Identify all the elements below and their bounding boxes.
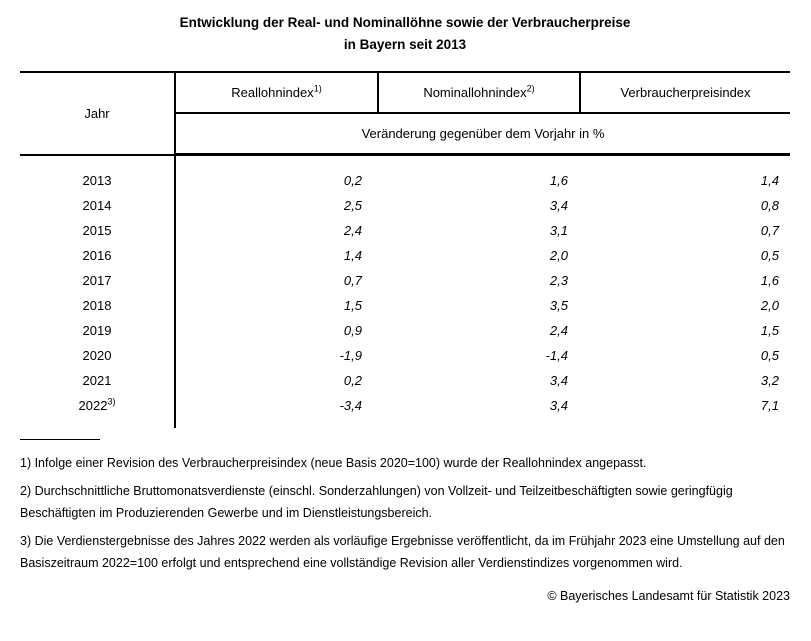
- value-cell-reallohn: 1,5: [343, 298, 362, 313]
- value-cell-reallohn: 0,9: [343, 323, 362, 338]
- title-line-2: in Bayern seit 2013: [343, 37, 467, 52]
- table-row: [20, 243, 790, 268]
- jahr-label: Jahr: [84, 105, 110, 121]
- footnotes: [20, 452, 790, 574]
- footnote-ref-1: 1): [313, 83, 322, 94]
- year-cell: 2016: [20, 243, 175, 268]
- value-cell-verbraucherpreis: 1,6: [760, 273, 779, 288]
- value-cell-nominallohn: 3,4: [549, 398, 568, 413]
- year-cell: 2015: [20, 218, 175, 243]
- year-cell: 2014: [20, 193, 175, 218]
- copyright-notice: © Bayerisches Landesamt für Statistik 2023: [547, 589, 790, 603]
- value-cell-reallohn: 2,4: [343, 223, 362, 238]
- table-row: [20, 293, 790, 318]
- value-cell-nominallohn: -1,4: [545, 348, 568, 363]
- value-cell-reallohn: 0,7: [343, 273, 362, 288]
- value-cell-nominallohn: 3,5: [549, 298, 568, 313]
- value-cell-nominallohn: 3,4: [549, 198, 568, 213]
- value-cell-reallohn: -1,9: [339, 348, 362, 363]
- value-cell-reallohn: 2,5: [343, 198, 362, 213]
- table-row: [20, 343, 790, 368]
- table-row: [20, 393, 790, 428]
- value-cell-nominallohn: 2,4: [549, 323, 568, 338]
- table-row: [20, 368, 790, 393]
- year-cell: 2021: [20, 368, 175, 393]
- statistics-table: [20, 71, 790, 428]
- table-body: [20, 155, 790, 429]
- year-cell: 2022$^{3)}$: [20, 393, 175, 428]
- value-cell-nominallohn: 2,3: [549, 273, 568, 288]
- column-header-jahr: [20, 72, 175, 155]
- value-cell-verbraucherpreis: 2,0: [760, 298, 779, 313]
- title-line-1: Entwicklung der Real- und Nominallöhne sowie der Verbraucherpreise: [179, 15, 631, 30]
- page-title: [20, 12, 790, 56]
- value-cell-reallohn: 1,4: [343, 248, 362, 263]
- unit-subheader: Veränderung gegenüber dem Vorjahr in %: [175, 113, 790, 155]
- value-cell-verbraucherpreis: 7,1: [760, 398, 779, 413]
- footnote-1: 1) Infolge einer Revision des Verbraucherpreisindex (neue Basis 2020=100) wurde der Reallohnindex angepasst.: [20, 456, 647, 470]
- value-cell-verbraucherpreis: 0,8: [760, 198, 779, 213]
- year-cell: 2020: [20, 343, 175, 368]
- column-header-verbraucherpreisindex: [580, 72, 790, 113]
- value-cell-verbraucherpreis: 0,5: [760, 248, 779, 263]
- value-cell-verbraucherpreis: 1,4: [760, 173, 779, 188]
- footnote-separator-rule: [20, 439, 100, 440]
- verbraucherpreisindex-label: Verbraucherpreisindex: [620, 85, 751, 100]
- footnote-2: 2) Durchschnittliche Bruttomonatsverdienste (einschl. Sonderzahlungen) von Vollzeit- und Teilzeitbeschäftigten sowie geringfügig Beschäftigten im Produzierenden Gewerbe und im Dienstleistungsbereich.: [20, 484, 733, 520]
- value-cell-reallohn: 0,2: [343, 173, 362, 188]
- footnote-ref-2: 2): [526, 83, 535, 94]
- year-cell: 2013: [20, 155, 175, 194]
- value-cell-nominallohn: 2,0: [549, 248, 568, 263]
- table-header: [20, 72, 790, 155]
- table-row: [20, 268, 790, 293]
- value-cell-reallohn: -3,4: [339, 398, 362, 413]
- value-cell-nominallohn: 1,6: [549, 173, 568, 188]
- column-header-reallohnindex: [175, 72, 378, 113]
- nominallohnindex-label: Nominallohnindex: [423, 85, 527, 100]
- column-header-nominallohnindex: [378, 72, 580, 113]
- year-footnote-ref: 3): [107, 396, 116, 407]
- reallohnindex-label: Reallohnindex: [231, 85, 314, 100]
- year-cell: 2017: [20, 268, 175, 293]
- year-cell: 2018: [20, 293, 175, 318]
- year-cell: 2019: [20, 318, 175, 343]
- value-cell-verbraucherpreis: 0,5: [760, 348, 779, 363]
- table-row: [20, 193, 790, 218]
- footnote-3: 3) Die Verdienstergebnisse des Jahres 2022 werden als vorläufige Ergebnisse veröffentlicht, da im Frühjahr 2023 eine Umstellung auf den Basiszeitraum 2022=100 erfolgt und entsprechend eine vollständige Revision aller Verdienstindizes vorgenommen wird.: [20, 534, 785, 570]
- header-row-indices: [20, 72, 790, 113]
- value-cell-verbraucherpreis: 3,2: [760, 373, 779, 388]
- table-row: [20, 155, 790, 194]
- value-cell-reallohn: 0,2: [343, 373, 362, 388]
- table-row: [20, 218, 790, 243]
- value-cell-nominallohn: 3,4: [549, 373, 568, 388]
- value-cell-verbraucherpreis: 1,5: [760, 323, 779, 338]
- table-row: [20, 318, 790, 343]
- value-cell-verbraucherpreis: 0,7: [760, 223, 779, 238]
- value-cell-nominallohn: 3,1: [549, 223, 568, 238]
